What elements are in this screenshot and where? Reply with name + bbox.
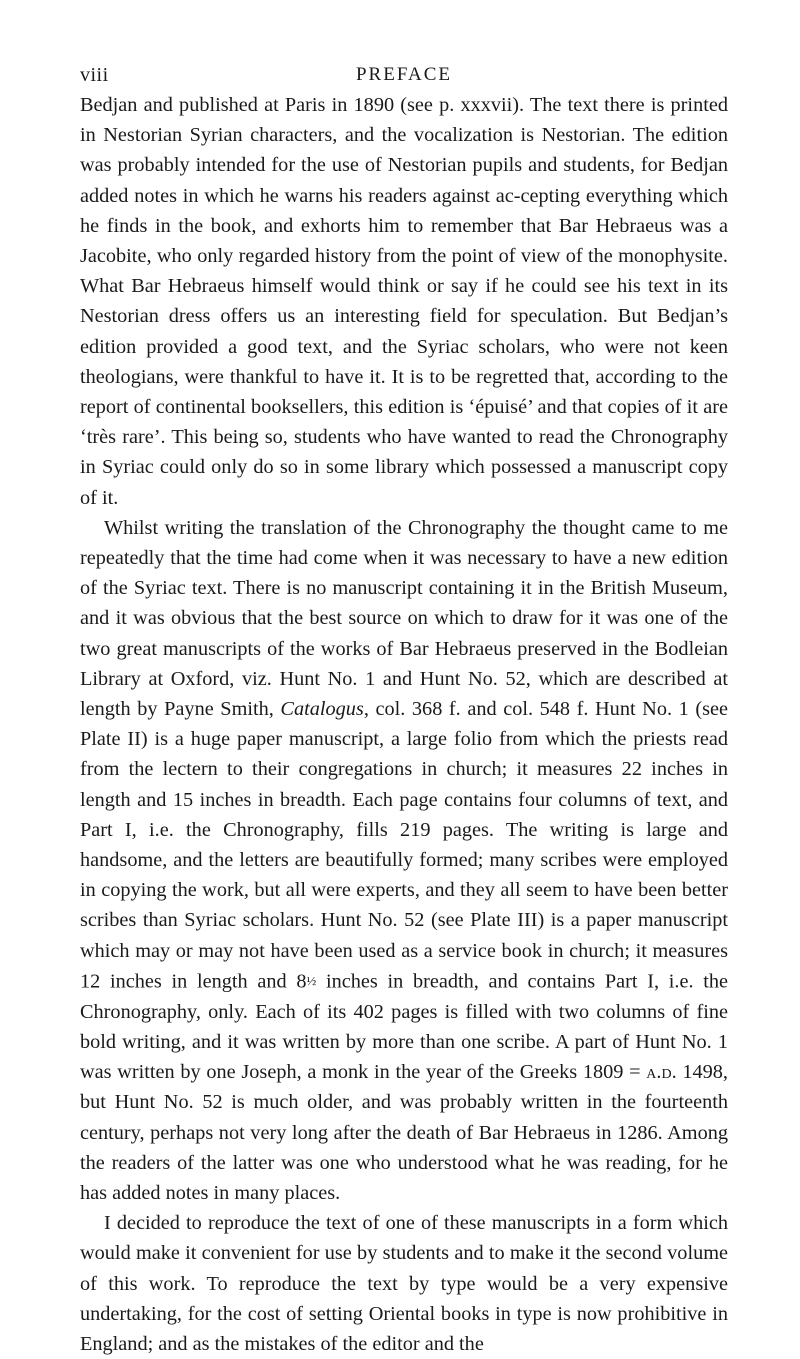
paragraph-2-text-d: 1498, but Hunt No. 52 is much older, and was probably written in the fourteenth century, perhaps not very long after the death of Bar Hebraeus in 1286. Among the readers of the latter was one who understood what he was reading, for he has added notes in many places. [80,1061,729,1204]
catalogus-citation: Catalogus [280,698,364,721]
paragraph-2 [80,513,728,1208]
era-abbreviation: a.d. [646,1061,677,1084]
paragraph-3 [80,1208,728,1359]
paragraph-1-text: Bedjan and published at Paris in 1890 (see p. xxxvii). The text there is printed in Nestorian Syrian characters, and the vocalization is Nestorian. The edition was probably intended for the use of Nestorian pupils and students, for Bedjan added notes in which he warns his readers against ac-cepting everything which he finds in the book, and exhorts him to remember that Bar Hebraeus was a Jacobite, who only regarded history from the point of view of the monophysite. What Bar Hebraeus himself would think or say if he could see his text in its Nestorian dress offers us an interesting field for speculation. But Bedjan’s edition provided a good text, and the Syriac scholars, who were not keen theologians, were thankful to have it. It is to be regretted that, according to the report of continental booksellers, this edition is ‘épuisé’ and that copies of it are ‘très rare’. This being so, students who have wanted to read the Chronography in Syriac could only do so in some library which possessed a manuscript copy of it. [80,94,728,509]
body-text [80,90,728,1359]
paragraph-3-text: I decided to reproduce the text of one of these manuscripts in a form which would make it convenient for use by students and to make it the second volume of this work. To reproduce the text by type would be a very expensive undertaking, for the cost of setting Oriental books in type is now prohibitive in England; and as the mistakes of the editor and the [80,1212,728,1355]
paragraph-1 [80,90,728,513]
fraction-half: ½ [306,972,317,988]
running-title: PREFACE [355,64,452,85]
page-number: viii [80,64,109,86]
book-page [80,60,728,1359]
paragraph-2-text-c: inches in breadth, and contains Part I, i.e. the Chronography, only. Each of its 402 pages is filled with two columns of fine bold writing, and it was written by more than one scribe. A part of Hunt No. 1 was written by one Joseph, a monk in the year of the Greeks 1809 = [80,970,728,1084]
paragraph-2-text-b: , col. 368 f. and col. 548 f. Hunt No. 1 (see Plate II) is a huge paper manuscript, a large folio from which the priests read from the lectern to their congregations in church; it measures 22 inches in length and 15 inches in breadth. Each page contains four columns of text, and Part I, i.e. the Chronography, fills 219 pages. The writing is large and handsome, and the letters are beautifully formed; many scribes were employed in copying the work, but all were experts, and they all seem to have been better scribes than Syriac scholars. Hunt No. 52 (see Plate III) is a paper manuscript which may or may not have been used as a service book in church; it measures 12 inches in length and 8 [80,698,729,993]
paragraph-2-text-a: Whilst writing the translation of the Chronography the thought came to me repeatedly that the time had come when it was necessary to have a new edition of the Syriac text. There is no manuscript containing it in the British Museum, and it was obvious that the best source on which to draw for it was one of the two great manuscripts of the works of Bar Hebraeus preserved in the Bodleian Library at Oxford, viz. Hunt No. 1 and Hunt No. 52, which are described at length by Payne Smith, [80,516,728,721]
running-head [80,60,728,90]
